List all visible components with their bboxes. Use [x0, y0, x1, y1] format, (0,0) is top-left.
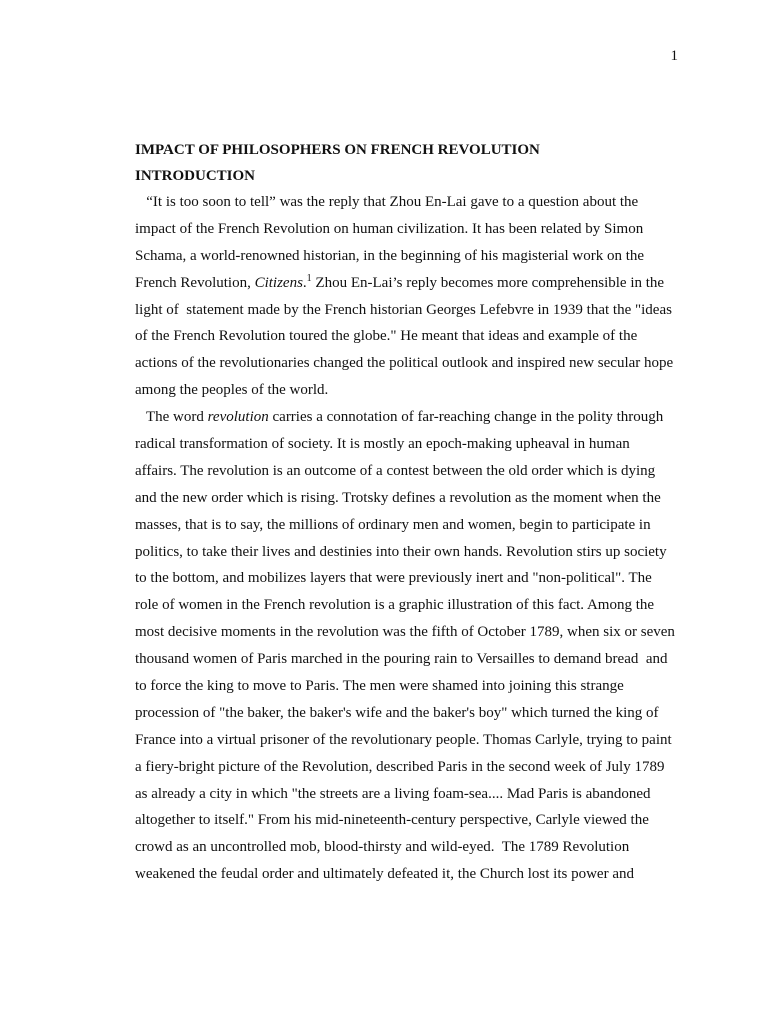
- text-span: Zhou En-Lai’s reply becomes more comprehensible in the: [311, 274, 665, 291]
- section-heading: INTRODUCTION: [135, 168, 256, 184]
- text-line: impact of the French Revolution on human civilization. It has been related by Simon: [135, 220, 644, 237]
- text-line: a fiery-bright picture of the Revolution, described Paris in the second week of July 1789: [135, 758, 665, 775]
- text-span: .: [302, 274, 307, 291]
- text-line: to the bottom, and mobilizes layers that were previously inert and "non-political". The: [135, 570, 652, 587]
- text-span: French Revolution,: [135, 274, 255, 291]
- text-line: actions of the revolutionaries changed the political outlook and inspired new secular hope: [135, 355, 674, 372]
- text-line: as already a city in which "the streets are a living foam-sea.... Mad Paris is abandoned: [135, 785, 651, 802]
- text-line: procession of "the baker, the baker's wife and the baker's boy" which turned the king of: [135, 704, 659, 721]
- text-line: to force the king to move to Paris. The men were shamed into joining this strange: [135, 678, 624, 695]
- text-line: politics, to take their lives and destinies into their own hands. Revolution stirs up society: [135, 543, 667, 560]
- text-line: weakened the feudal order and ultimately defeated it, the Church lost its power and: [135, 866, 634, 883]
- document-body: [135, 137, 680, 888]
- text-line: Schama, a world-renowned historian, in the beginning of his magisterial work on the: [135, 247, 645, 264]
- text-line: role of women in the French revolution is a graphic illustration of this fact. Among the: [135, 597, 655, 614]
- text-line: “It is too soon to tell” was the reply that Zhou En-Lai gave to a question about the: [135, 194, 639, 210]
- page-number: 1: [670, 48, 678, 64]
- text-line: masses, that is to say, the millions of ordinary men and women, begin to participate in: [135, 516, 651, 533]
- footnote-marker[interactable]: 1: [306, 272, 312, 284]
- text-line: radical transformation of society. It is mostly an epoch-making upheaval in human: [135, 436, 630, 453]
- text-line: altogether to itself." From his mid-nineteenth-century perspective, Carlyle viewed the: [135, 812, 649, 829]
- book-title: Citizens: [254, 274, 303, 291]
- text-span: carries a connotation of far-reaching change in the polity through: [268, 409, 664, 426]
- text-line: France into a virtual prisoner of the revolutionary people. Thomas Carlyle, trying to paint: [135, 731, 672, 748]
- text-line: crowd as an uncontrolled mob, blood-thirsty and wild-eyed. The 1789 Revolution: [135, 839, 630, 856]
- italic-term: revolution: [207, 409, 269, 426]
- document-title: IMPACT OF PHILOSOPHERS ON FRENCH REVOLUTION: [135, 142, 540, 158]
- paragraph-lines: [135, 189, 680, 888]
- text-line: and the new order which is rising. Trotsky defines a revolution as the moment when the: [135, 489, 661, 506]
- text-line: [135, 270, 680, 297]
- text-line: affairs. The revolution is an outcome of a contest between the old order which is dying: [135, 462, 656, 479]
- text-line: of the French Revolution toured the globe." He meant that ideas and example of the: [135, 328, 638, 345]
- text-line: [135, 404, 680, 431]
- text-line: thousand women of Paris marched in the pouring rain to Versailles to demand bread and: [135, 651, 668, 668]
- text-line: among the peoples of the world.: [135, 382, 329, 399]
- text-line: light of statement made by the French historian Georges Lefebvre in 1939 that the "ideas: [135, 301, 672, 318]
- text-line: most decisive moments in the revolution was the fifth of October 1789, when six or seven: [135, 624, 675, 641]
- text-span: The word: [135, 409, 208, 426]
